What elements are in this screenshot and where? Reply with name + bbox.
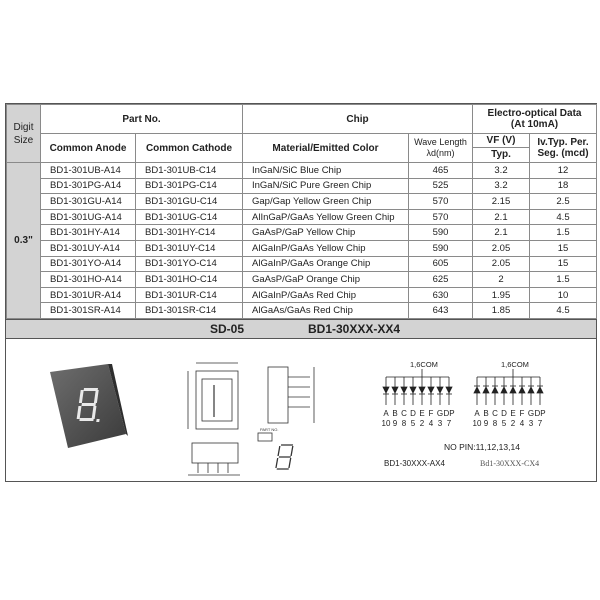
segment-labels-left bbox=[383, 409, 454, 418]
wave-cell: 605 bbox=[409, 256, 473, 272]
anode-part-cell: BD1-301HO-A14 bbox=[41, 272, 136, 288]
material-cell: AlGaInP/GaAs Yellow Chip bbox=[243, 240, 409, 256]
spec-table bbox=[6, 104, 597, 319]
wave-length-header bbox=[409, 134, 473, 163]
pin-label: 9 bbox=[392, 418, 398, 428]
wave-length-unit: λd(nm) bbox=[426, 148, 455, 158]
vf-cell: 2.05 bbox=[473, 256, 530, 272]
segment-labels-right bbox=[474, 409, 545, 418]
seg-label: D bbox=[410, 408, 416, 418]
iv-cell: 10 bbox=[530, 287, 597, 303]
pin-label: 10 bbox=[472, 418, 482, 428]
vf-typ-label: Typ. bbox=[491, 149, 511, 160]
series-code: BD1-30XXX-XX4 bbox=[308, 321, 401, 336]
iv-cell: 2.5 bbox=[530, 194, 597, 210]
anode-part-cell: BD1-301SR-A14 bbox=[41, 303, 136, 319]
seg-label: F bbox=[519, 408, 525, 418]
anode-part-cell: BD1-301PG-A14 bbox=[41, 178, 136, 194]
iv-header bbox=[530, 134, 597, 163]
pin-labels-right bbox=[473, 419, 543, 428]
iv-cell: 4.5 bbox=[530, 209, 597, 225]
vf-cell: 3.2 bbox=[473, 163, 530, 179]
vf-header bbox=[473, 134, 530, 163]
material-cell: InGaN/SiC Blue Chip bbox=[243, 163, 409, 179]
wave-cell: 625 bbox=[409, 272, 473, 288]
wave-cell: 570 bbox=[409, 194, 473, 210]
seg-label: G bbox=[436, 408, 444, 418]
iv-cell: 4.5 bbox=[530, 303, 597, 319]
seg-label: F bbox=[428, 408, 434, 418]
vf-cell: 2.1 bbox=[473, 209, 530, 225]
cathode-part-cell: BD1-301UY-C14 bbox=[136, 240, 243, 256]
anode-part-cell: BD1-301UG-A14 bbox=[41, 209, 136, 225]
pin-labels-left bbox=[382, 419, 452, 428]
iv-cell: 1.5 bbox=[530, 225, 597, 241]
part-no-mark: PART NO. bbox=[260, 426, 279, 432]
anode-part-cell: BD1-301UY-A14 bbox=[41, 240, 136, 256]
digit-size-header bbox=[7, 105, 41, 163]
pin-label: 2 bbox=[419, 418, 425, 428]
sd-code: SD-05 bbox=[210, 321, 245, 336]
cathode-part-cell: BD1-301HY-C14 bbox=[136, 225, 243, 241]
cathode-part-cell: BD1-301UR-C14 bbox=[136, 287, 243, 303]
pin-label: 8 bbox=[492, 418, 498, 428]
common-cathode-header: Common Cathode bbox=[136, 134, 243, 163]
cathode-part-cell: BD1-301SR-C14 bbox=[136, 303, 243, 319]
iv-label: Iv.Typ. Per. bbox=[537, 137, 589, 148]
pin-label: 8 bbox=[401, 418, 407, 428]
pin-label: 2 bbox=[510, 418, 516, 428]
common-anode-header: Common Anode bbox=[41, 134, 136, 163]
wave-length-label: Wave Length bbox=[414, 137, 467, 147]
anode-part-cell: BD1-301HY-A14 bbox=[41, 225, 136, 241]
vf-cell: 3.2 bbox=[473, 178, 530, 194]
cathode-part-cell: BD1-301YO-C14 bbox=[136, 256, 243, 272]
eo-data-subtitle: (At 10mA) bbox=[510, 119, 559, 130]
pin-label: 9 bbox=[483, 418, 489, 428]
material-cell: GaAsP/GaP Yellow Chip bbox=[243, 225, 409, 241]
seg-label: A bbox=[383, 408, 389, 418]
wave-cell: 570 bbox=[409, 209, 473, 225]
caption-anode: BD1-30XXX-AX4 bbox=[384, 458, 445, 468]
digit-size-value: 0.3" bbox=[7, 163, 41, 319]
seg-label: DP bbox=[534, 408, 546, 418]
led-display-photo bbox=[46, 362, 128, 450]
figure-area bbox=[6, 339, 596, 481]
material-cell: AlGaAs/GaAs Red Chip bbox=[243, 303, 409, 319]
material-cell: Gap/Gap Yellow Green Chip bbox=[243, 194, 409, 210]
iv-unit: Seg. (mcd) bbox=[537, 148, 589, 159]
anode-part-cell: BD1-301UB-A14 bbox=[41, 163, 136, 179]
cathode-part-cell: BD1-301HO-C14 bbox=[136, 272, 243, 288]
iv-cell: 15 bbox=[530, 256, 597, 272]
vf-cell: 2.15 bbox=[473, 194, 530, 210]
wave-cell: 630 bbox=[409, 287, 473, 303]
material-cell: InGaN/SiC Pure Green Chip bbox=[243, 178, 409, 194]
material-header: Material/Emitted Color bbox=[243, 134, 409, 163]
anode-part-cell: BD1-301GU-A14 bbox=[41, 194, 136, 210]
iv-cell: 1.5 bbox=[530, 272, 597, 288]
vf-cell: 1.95 bbox=[473, 287, 530, 303]
material-cell: AlGaInP/GaAs Orange Chip bbox=[243, 256, 409, 272]
pin-label: 3 bbox=[437, 418, 443, 428]
seg-label: E bbox=[419, 408, 425, 418]
caption-cathode: Bd1-30XXX-CX4 bbox=[480, 458, 540, 468]
chip-header: Chip bbox=[243, 105, 473, 134]
seg-label: DP bbox=[443, 408, 455, 418]
com-label-left: 1,6COM bbox=[410, 359, 438, 369]
seg-label: A bbox=[474, 408, 480, 418]
no-pin-note: NO PIN:11,12,13,14 bbox=[444, 441, 520, 452]
seg-label: C bbox=[401, 408, 407, 418]
seg-label: G bbox=[527, 408, 535, 418]
wave-cell: 525 bbox=[409, 178, 473, 194]
vf-cell: 2.1 bbox=[473, 225, 530, 241]
digit-size-label: Digit Size bbox=[13, 121, 34, 146]
pin-label: 4 bbox=[519, 418, 525, 428]
anode-part-cell: BD1-301UR-A14 bbox=[41, 287, 136, 303]
material-cell: AlInGaP/GaAs Yellow Green Chip bbox=[243, 209, 409, 225]
seg-label: C bbox=[492, 408, 498, 418]
part-no-header: Part No. bbox=[41, 105, 243, 134]
material-cell: GaAsP/GaP Orange Chip bbox=[243, 272, 409, 288]
cathode-part-cell: BD1-301PG-C14 bbox=[136, 178, 243, 194]
wave-cell: 465 bbox=[409, 163, 473, 179]
pin-label: 5 bbox=[501, 418, 507, 428]
pin-label: 3 bbox=[528, 418, 534, 428]
seg-label: B bbox=[392, 408, 398, 418]
pin-label: 7 bbox=[446, 418, 452, 428]
pin-label: 7 bbox=[537, 418, 543, 428]
cathode-part-cell: BD1-301GU-C14 bbox=[136, 194, 243, 210]
pin-label: 4 bbox=[428, 418, 434, 428]
cathode-part-cell: BD1-301UG-C14 bbox=[136, 209, 243, 225]
wave-cell: 590 bbox=[409, 225, 473, 241]
vf-cell: 2.05 bbox=[473, 240, 530, 256]
vf-cell: 2 bbox=[473, 272, 530, 288]
eo-data-title: Electro-optical Data bbox=[487, 108, 582, 119]
material-cell: AlGaInP/GaAs Red Chip bbox=[243, 287, 409, 303]
seg-label: B bbox=[483, 408, 489, 418]
series-bar bbox=[6, 319, 596, 339]
anode-part-cell: BD1-301YO-A14 bbox=[41, 256, 136, 272]
iv-cell: 12 bbox=[530, 163, 597, 179]
vf-label: VF (V) bbox=[473, 134, 529, 148]
spec-sheet bbox=[5, 103, 597, 482]
pin-label: 5 bbox=[410, 418, 416, 428]
eo-data-header bbox=[473, 105, 597, 134]
com-label-right: 1,6COM bbox=[501, 359, 529, 369]
wave-cell: 643 bbox=[409, 303, 473, 319]
cathode-part-cell: BD1-301UB-C14 bbox=[136, 163, 243, 179]
dimension-drawing bbox=[178, 357, 338, 479]
iv-cell: 15 bbox=[530, 240, 597, 256]
seg-label: D bbox=[501, 408, 507, 418]
seg-label: E bbox=[510, 408, 516, 418]
iv-cell: 18 bbox=[530, 178, 597, 194]
wave-cell: 590 bbox=[409, 240, 473, 256]
vf-cell: 1.85 bbox=[473, 303, 530, 319]
pin-label: 10 bbox=[381, 418, 391, 428]
